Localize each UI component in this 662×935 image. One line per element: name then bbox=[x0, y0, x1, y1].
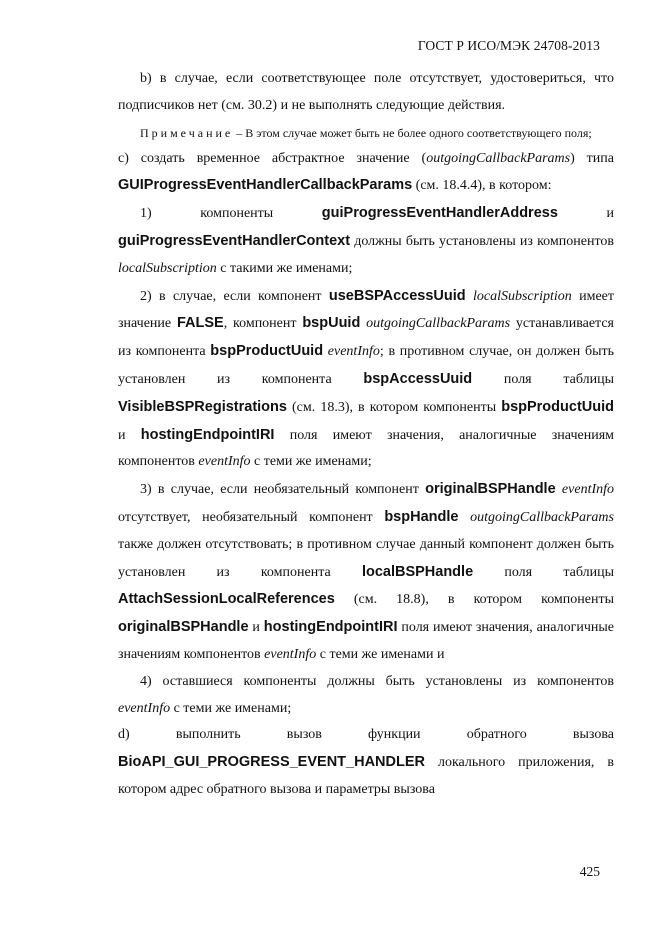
text-run: отсутствует, необязательный компонент bbox=[118, 509, 385, 525]
text-run bbox=[466, 289, 473, 304]
italic-term: localSubscription bbox=[472, 288, 572, 304]
text-run: также должен отсутствовать; в противном случае данный компонент должен быть установлен из компонента bbox=[118, 536, 614, 580]
text-run: c) создать временное абстрактное значение ( bbox=[118, 150, 427, 166]
bold-term: localBSPHandle bbox=[361, 563, 474, 580]
text-run bbox=[458, 510, 470, 525]
text-run: с теми же именами; bbox=[170, 700, 292, 716]
text-run: поля имеют значения, аналогичные значениям компонентов bbox=[118, 620, 614, 662]
text-run: 3) в случае, если необязательный компонент bbox=[140, 482, 426, 498]
note-label: Примечание bbox=[140, 125, 234, 140]
text-run: и bbox=[118, 427, 141, 443]
text-run: d) выполнить вызов функции обратного вызова bbox=[118, 727, 614, 743]
paragraph-c1 bbox=[118, 200, 614, 282]
document-header: ГОСТ Р ИСО/МЭК 24708-2013 bbox=[417, 38, 600, 53]
text-run: с такими же именами; bbox=[216, 260, 353, 276]
bold-term: bspHandle bbox=[384, 508, 459, 525]
bold-term: guiProgressEventHandlerAddress bbox=[321, 205, 558, 222]
text-run: (см. 18.8), в котором компоненты bbox=[334, 592, 614, 608]
text-run: устанавливается из компонента bbox=[118, 316, 614, 360]
bold-term: bspUuid bbox=[302, 315, 361, 332]
bold-term: VisibleBSPRegistrations bbox=[118, 398, 287, 415]
bold-term: bspProductUuid bbox=[210, 343, 324, 360]
paragraph-b-text: b) в случае, если соответствующее поле отсутствует, удостовериться, что подписчиков нет (см. 30.2) и не выполнять следующие действия. bbox=[118, 71, 614, 113]
italic-term: eventInfo bbox=[264, 646, 317, 662]
bold-term: FALSE bbox=[176, 315, 224, 332]
italic-term: localSubscription bbox=[118, 260, 217, 276]
text-run: поля таблицы bbox=[472, 371, 614, 387]
text-run: поля таблицы bbox=[473, 564, 614, 580]
italic-term: outgoingCallbackParams bbox=[366, 316, 511, 332]
bold-term: guiProgressEventHandlerContext bbox=[118, 232, 351, 249]
note bbox=[108, 122, 614, 144]
text-run: локального приложения, в котором адрес обратного вызова и параметры вызова bbox=[118, 755, 614, 797]
text-run: и bbox=[557, 206, 614, 222]
paragraph-c bbox=[118, 146, 614, 201]
bold-term: bspAccessUuid bbox=[363, 370, 473, 387]
paragraph-c4 bbox=[118, 669, 614, 723]
paragraph-c2 bbox=[118, 283, 614, 477]
text-run: , компонент bbox=[223, 316, 303, 332]
page-number: 425 bbox=[579, 864, 600, 879]
text-run: (см. 18.3), в котором компоненты bbox=[286, 399, 502, 415]
note-text: – В этом случае может быть не более одного соответствующего поля; bbox=[233, 125, 592, 140]
text-run: имеет значение bbox=[118, 288, 614, 332]
bold-term: useBSPAccessUuid bbox=[328, 287, 466, 304]
paragraph-c3 bbox=[118, 476, 614, 669]
page-content bbox=[118, 66, 614, 804]
italic-term: outgoingCallbackParams bbox=[470, 509, 614, 525]
text-run: с теми же именами и bbox=[316, 646, 445, 662]
text-run: 4) оставшиеся компоненты должны быть установлены из компонентов bbox=[140, 673, 614, 689]
text-run: поля имеют значения, аналогичные значениям компонентов bbox=[118, 427, 614, 470]
text-run: должны быть установлены из компонентов bbox=[350, 233, 614, 249]
bold-term: originalBSPHandle bbox=[425, 481, 556, 498]
bold-term: GUIProgressEventHandlerCallbackParams bbox=[118, 177, 413, 194]
italic-term: eventInfo bbox=[327, 344, 380, 360]
paragraph-d bbox=[118, 722, 614, 803]
italic-term: eventInfo bbox=[118, 700, 171, 716]
italic-term: eventInfo bbox=[198, 454, 251, 470]
italic-term: eventInfo bbox=[561, 482, 615, 498]
bold-term: hostingEndpointIRI bbox=[263, 619, 398, 636]
bold-term: AttachSessionLocalReferences bbox=[118, 591, 335, 608]
text-run: с теми же именами; bbox=[250, 454, 372, 470]
text-run: ) типа bbox=[570, 150, 614, 166]
text-run: (см. 18.4.4), в котором: bbox=[412, 178, 552, 194]
paragraph-b bbox=[118, 66, 614, 120]
text-run: 1) компоненты bbox=[140, 206, 322, 222]
bold-term: bspProductUuid bbox=[501, 398, 614, 415]
text-run: 2) в случае, если компонент bbox=[140, 288, 329, 304]
bold-term: originalBSPHandle bbox=[118, 619, 249, 636]
bold-term: BioAPI_GUI_PROGRESS_EVENT_HANDLER bbox=[118, 754, 425, 771]
text-run: ; в противном случае, он должен быть установлен из компонента bbox=[118, 344, 614, 387]
text-run: и bbox=[248, 620, 264, 636]
italic-term: outgoingCallbackParams bbox=[426, 150, 571, 166]
bold-term: hostingEndpointIRI bbox=[140, 426, 275, 443]
